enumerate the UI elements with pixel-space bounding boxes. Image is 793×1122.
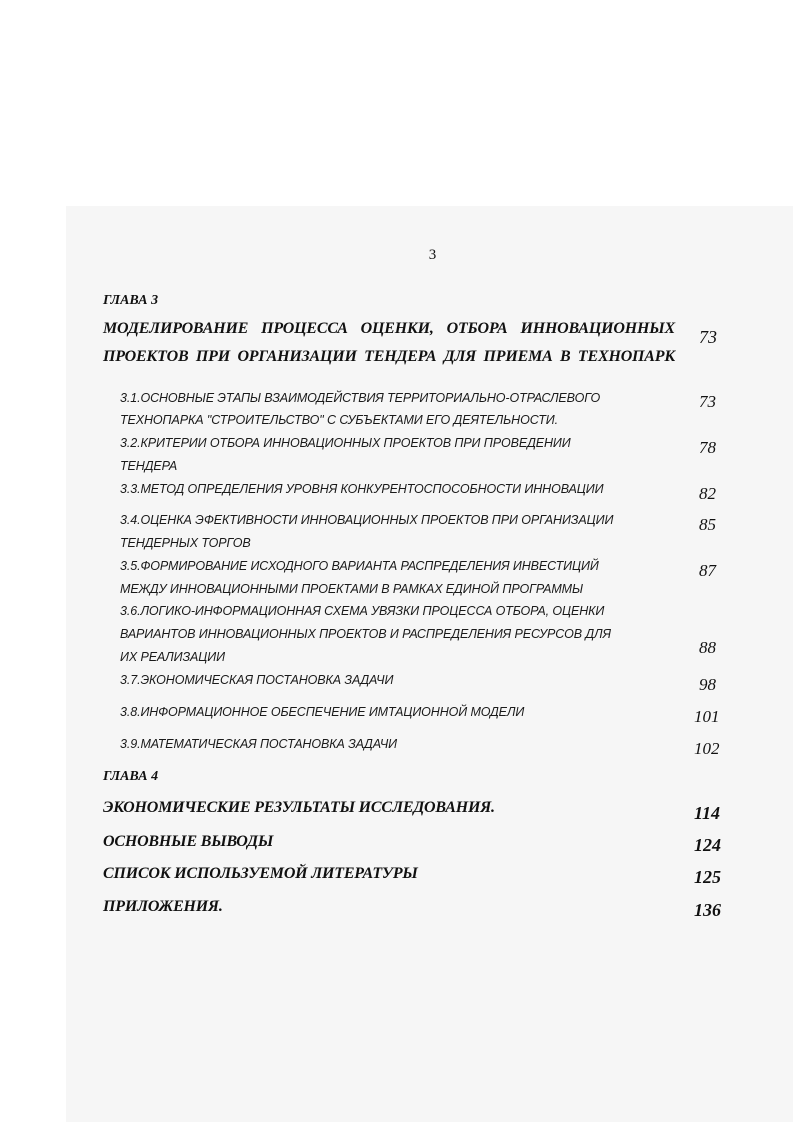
section-3-6-line-2: ВАРИАНТОВ ИННОВАЦИОННЫХ ПРОЕКТОВ И РАСПРЕДЕЛЕНИЯ РЕСУРСОВ ДЛЯ [120,627,611,641]
section-3-1-line-1: 3.1.ОСНОВНЫЕ ЭТАПЫ ВЗАИМОДЕЙСТВИЯ ТЕРРИТОРИАЛЬНО-ОТРАСЛЕВОГО [120,391,601,405]
appendices-page: 136 [694,900,721,920]
section-3-7-page: 98 [699,675,716,694]
section-3-5-page: 87 [699,561,716,580]
section-3-4-line-1: 3.4.ОЦЕНКА ЭФЕКТИВНОСТИ ИННОВАЦИОННЫХ ПРОЕКТОВ ПРИ ОРГАНИЗАЦИИ [120,513,614,527]
chapter-4-page: 114 [694,803,721,823]
conclusions-page: 124 [694,835,721,855]
section-3-4-line-2: ТЕНДЕРНЫХ ТОРГОВ [120,536,251,550]
section-3-4-page: 85 [699,515,716,534]
section-3-9-page: 102 [694,739,720,758]
references-page: 125 [694,867,721,887]
chapter-3-label: ГЛАВА 3 [103,293,159,308]
section-3-9-line-1: 3.9.МАТЕМАТИЧЕСКАЯ ПОСТАНОВКА ЗАДАЧИ [120,737,398,751]
section-3-2-line-2: ТЕНДЕРА [120,459,178,473]
section-3-1-line-2: ТЕХНОПАРКА "СТРОИТЕЛЬСТВО" С СУБЪЕКТАМИ ЕГО ДЕЯТЕЛЬНОСТИ. [120,413,558,427]
section-3-8-line-1: 3.8.ИНФОРМАЦИОННОЕ ОБЕСПЕЧЕНИЕ ИМТАЦИОННОЙ МОДЕЛИ [120,705,525,719]
section-3-3-line-1: 3.3.МЕТОД ОПРЕДЕЛЕНИЯ УРОВНЯ КОНКУРЕНТОСПОСОБНОСТИ ИННОВАЦИИ [120,482,604,496]
section-3-6-page: 88 [699,638,716,657]
section-3-6-line-3: ИХ РЕАЛИЗАЦИИ [120,650,225,664]
chapter-3-title-line-2: ПРОЕКТОВ ПРИ ОРГАНИЗАЦИИ ТЕНДЕРА ДЛЯ ПРИЕМА В ТЕХНОПАРК [103,348,675,365]
page-number: 3 [428,247,437,263]
section-3-5-line-2: МЕЖДУ ИННОВАЦИОННЫМИ ПРОЕКТАМИ В РАМКАХ ЕДИНОЙ ПРОГРАММЫ [120,582,583,596]
section-3-3-page: 82 [699,484,716,503]
chapter-3-page: 73 [699,327,717,347]
scanned-sheet [66,206,793,1122]
appendices-title: ПРИЛОЖЕНИЯ. [103,898,223,915]
section-3-1-page: 73 [699,392,716,411]
section-3-8-page: 101 [694,707,720,726]
chapter-3-title-line-1: МОДЕЛИРОВАНИЕ ПРОЦЕССА ОЦЕНКИ, ОТБОРА ИННОВАЦИОННЫХ [103,320,675,337]
conclusions-title: ОСНОВНЫЕ ВЫВОДЫ [103,833,274,850]
references-title: СПИСОК ИСПОЛЬЗУЕМОЙ ЛИТЕРАТУРЫ [103,865,418,882]
chapter-4-title: ЭКОНОМИЧЕСКИЕ РЕЗУЛЬТАТЫ ИССЛЕДОВАНИЯ. [103,799,495,816]
section-3-6-line-1: 3.6.ЛОГИКО-ИНФОРМАЦИОННАЯ СХЕМА УВЯЗКИ ПРОЦЕССА ОТБОРА, ОЦЕНКИ [120,604,605,618]
section-3-7-line-1: 3.7.ЭКОНОМИЧЕСКАЯ ПОСТАНОВКА ЗАДАЧИ [120,673,394,687]
section-3-2-page: 78 [699,438,716,457]
section-3-2-line-1: 3.2.КРИТЕРИИ ОТБОРА ИННОВАЦИОННЫХ ПРОЕКТОВ ПРИ ПРОВЕДЕНИИ [120,436,571,450]
section-3-5-line-1: 3.5.ФОРМИРОВАНИЕ ИСХОДНОГО ВАРИАНТА РАСПРЕДЕЛЕНИЯ ИНВЕСТИЦИЙ [120,559,599,573]
chapter-4-label: ГЛАВА 4 [103,769,159,784]
